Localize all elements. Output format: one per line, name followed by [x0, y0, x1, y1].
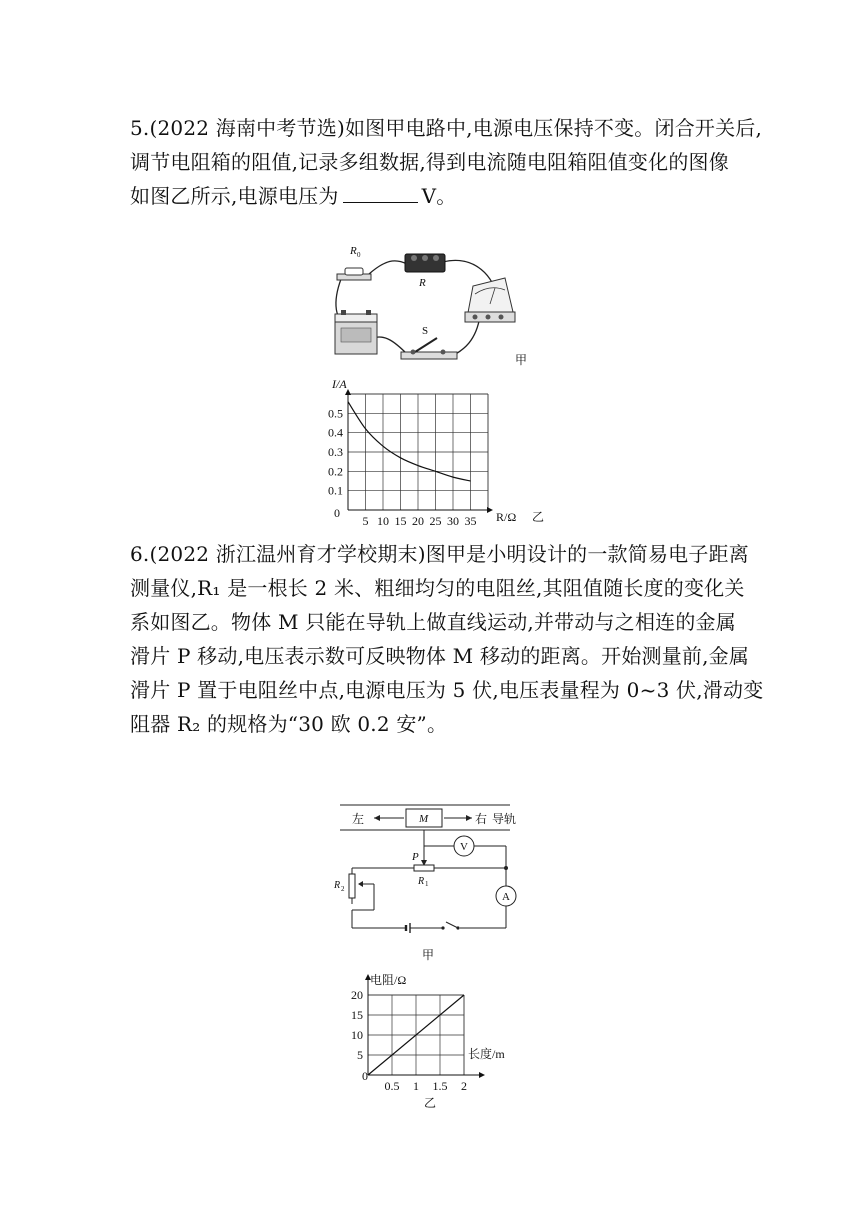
- q6-line-2: 测量仪,R₁ 是一根长 2 米、粗细均匀的电阻丝,其阻值随长度的变化关: [130, 576, 745, 600]
- q5-fig-caption-jia: 甲: [515, 353, 528, 367]
- x-tick-label: 2: [461, 1079, 467, 1093]
- resistor-r0: [337, 245, 371, 280]
- x-axis-arrow: [479, 1072, 485, 1078]
- chart2-origin: 0: [362, 1069, 368, 1083]
- x-tick-label: 10: [377, 514, 389, 526]
- object-m-label: M: [419, 813, 429, 825]
- r1-label: R: [418, 876, 425, 887]
- x-tick-label: 0.5: [384, 1079, 400, 1093]
- answer-blank[interactable]: [343, 182, 418, 203]
- chart1-xlabel: R/Ω: [496, 510, 517, 524]
- right-label: 右: [475, 812, 488, 826]
- ammeter-label: A: [502, 891, 510, 903]
- q6-resistance-length-chart: [340, 970, 530, 1112]
- chart1-grid: [348, 394, 488, 510]
- x-tick-label: 15: [394, 514, 407, 526]
- y-tick-label: 0.1: [328, 483, 343, 498]
- left-label: 左: [352, 812, 365, 826]
- q5-circuit-figure: [325, 238, 535, 373]
- x-tick-label: 25: [429, 514, 442, 526]
- chart2-caption: 乙: [424, 1096, 437, 1110]
- r1-subscript: 1: [425, 880, 429, 888]
- ammeter-device: [465, 278, 515, 322]
- q5-line-3: [130, 179, 750, 213]
- y-tick-label: 0.3: [328, 445, 343, 459]
- rheostat-r2: [349, 874, 355, 898]
- chart1-ylabel: I/A: [332, 378, 347, 391]
- chart1-origin: 0: [334, 506, 340, 520]
- r0-label: R: [350, 245, 357, 257]
- q6-fig-caption-jia: 甲: [422, 948, 435, 962]
- switch-s: [401, 325, 457, 359]
- r0-subscript: 0: [357, 251, 361, 259]
- q6-line-1: 6.(2022 浙江温州育才学校期末)图甲是小明设计的一款简易电子距离: [130, 542, 749, 566]
- rail-label: 导轨: [492, 812, 517, 826]
- question-6: [130, 537, 764, 741]
- q6-line-6: 阻器 R₂ 的规格为“30 欧 0.2 安”。: [130, 712, 448, 736]
- y-tick-label: 0.5: [328, 406, 343, 421]
- x-tick-label: 20: [412, 514, 424, 526]
- q6-line-5: 滑片 P 置于电阻丝中点,电源电压为 5 伏,电压表量程为 0~3 伏,滑动变: [130, 678, 764, 702]
- q6-circuit-diagram: [330, 800, 530, 968]
- q6-line-3: 系如图乙。物体 M 只能在导轨上做直线运动,并带动与之相连的金属: [130, 610, 736, 634]
- slider-p-label: P: [412, 851, 419, 863]
- chart2-ylabel: 电阻/Ω: [370, 973, 407, 987]
- switch-blade: [446, 922, 458, 928]
- y-tick-label: 5: [357, 1048, 363, 1062]
- question-5: [130, 111, 763, 213]
- r2-subscript: 2: [341, 885, 345, 893]
- voltmeter-label: V: [460, 841, 468, 853]
- resistance-box-label: R: [419, 277, 426, 289]
- wire-r0-box: [369, 261, 407, 274]
- chart1-tick-labels: [328, 406, 477, 526]
- q5-line-2: 调节电阻箱的阻值,记录多组数据,得到电流随电阻箱阻值变化的图像: [130, 150, 729, 174]
- y-tick-label: 20: [351, 988, 363, 1002]
- q5-line-1: 5.(2022 海南中考节选)如图甲电路中,电源电压保持不变。闭合开关后,: [130, 116, 763, 140]
- x-axis-arrow: [487, 507, 493, 513]
- q5-line-3-text: 如图乙所示,电源电压为: [130, 184, 339, 208]
- wire-battery-switch: [373, 337, 407, 354]
- q5-blank-suffix: V。: [421, 184, 457, 208]
- chart1-caption: 乙: [532, 510, 545, 524]
- y-tick-label: 0.4: [328, 425, 343, 440]
- resistance-box: [405, 254, 445, 289]
- x-tick-label: 1: [413, 1079, 419, 1093]
- resistor-r1: [414, 865, 434, 871]
- y-tick-label: 0.2: [328, 464, 343, 479]
- x-tick-label: 30: [447, 514, 459, 526]
- switch-label: S: [422, 325, 429, 337]
- x-tick-label: 5: [362, 514, 369, 526]
- chart2-xlabel: 长度/m: [468, 1047, 505, 1061]
- y-tick-label: 10: [351, 1028, 363, 1042]
- q6-line-4: 滑片 P 移动,电压表示数可反映物体 M 移动的距离。开始测量前,金属: [130, 644, 750, 668]
- x-tick-label: 35: [464, 514, 477, 526]
- x-tick-label: 1.5: [432, 1079, 448, 1093]
- y-tick-label: 15: [351, 1008, 363, 1022]
- q5-current-resistance-chart: [320, 378, 550, 526]
- battery: [335, 310, 377, 354]
- r2-label: R: [334, 880, 341, 891]
